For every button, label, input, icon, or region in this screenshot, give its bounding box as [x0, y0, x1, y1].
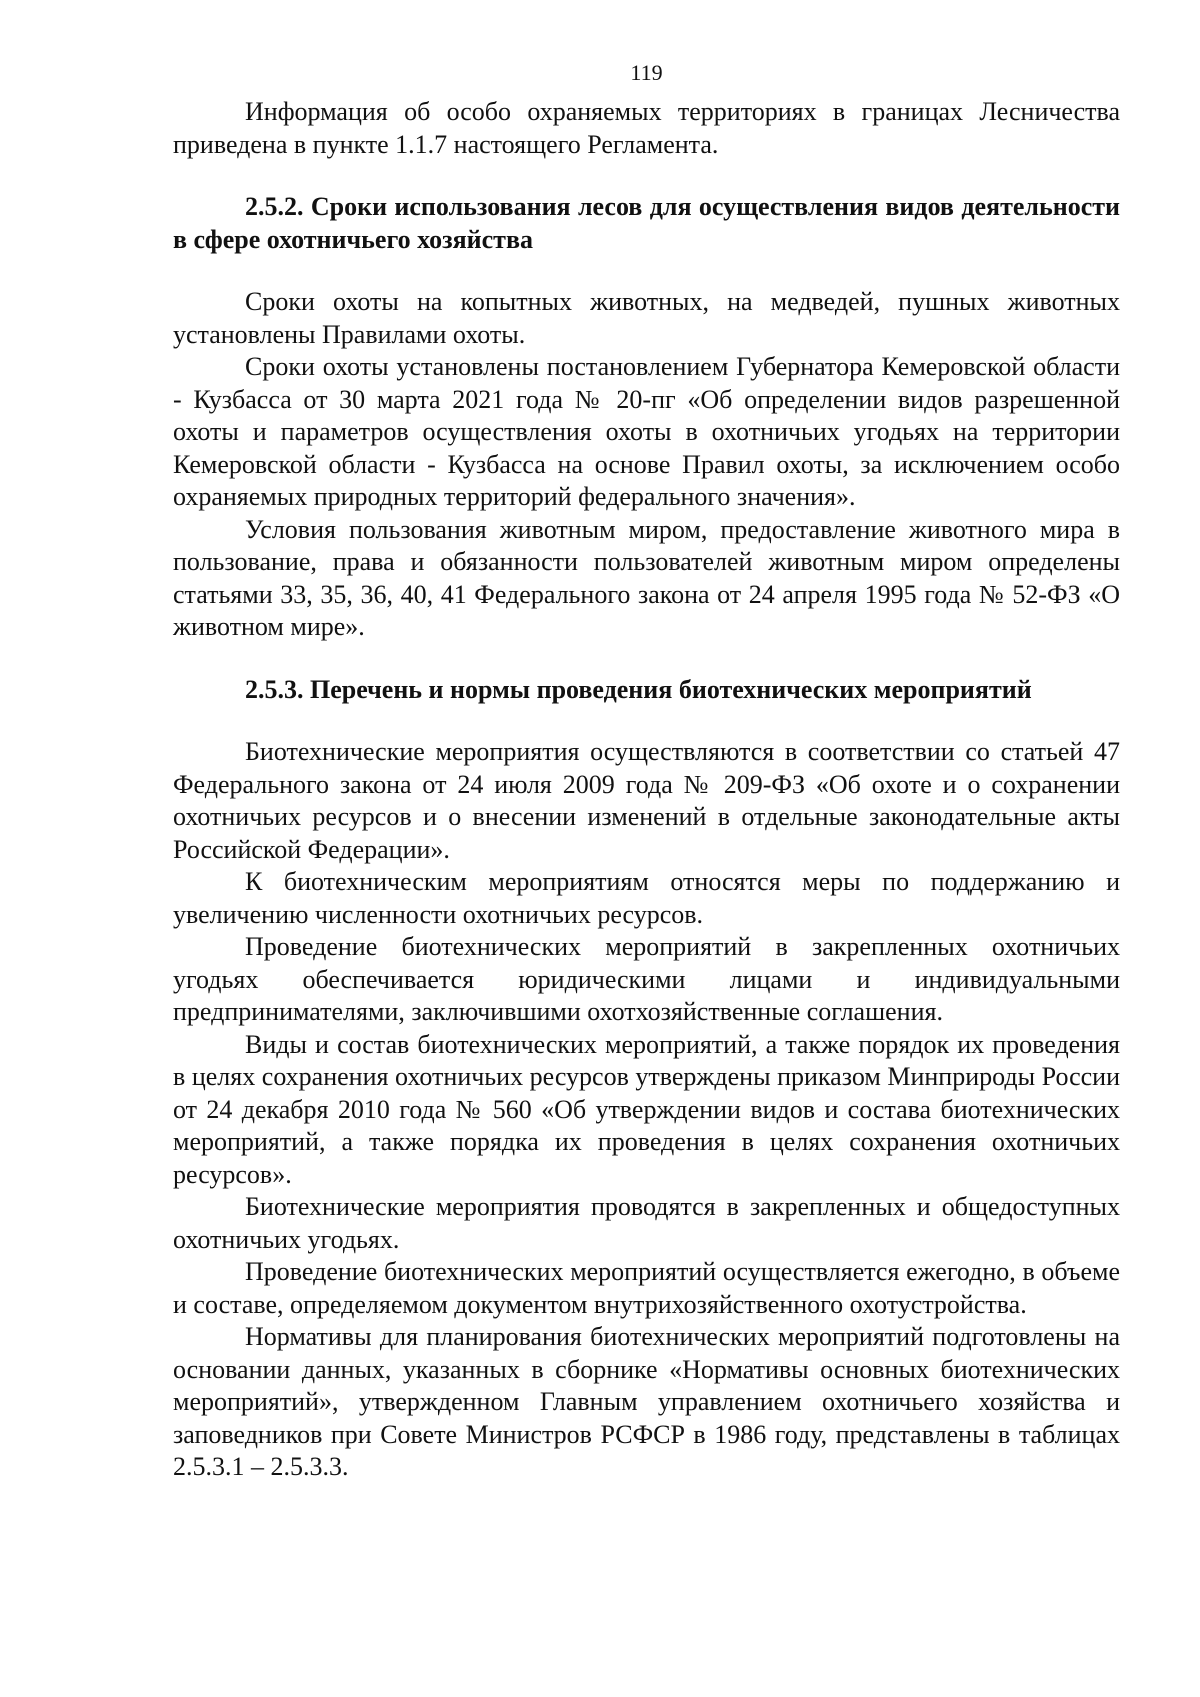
paragraph: Биотехнические мероприятия проводятся в закрепленных и общедоступных охотничьих угодьях. — [173, 1192, 1120, 1254]
section-heading-2-5-2: 2.5.2. Сроки использования лесов для осуществления видов деятельности в сфере охотничьего хозяйства — [173, 192, 1120, 254]
paragraph: Проведение биотехнических мероприятий в закрепленных охотничьих угодьях обеспечивается юридическими лицами и индивидуальными предпринимателями, заключившими охотхозяйственные соглашения. — [173, 932, 1120, 1026]
section-heading-2-5-3: 2.5.3. Перечень и нормы проведения биотехнических мероприятий — [245, 674, 1032, 704]
document-page — [173, 60, 1120, 1484]
paragraph: Виды и состав биотехнических мероприятий, а также порядок их проведения в целях сохранения охотничьих ресурсов утверждены приказом Минприроды России от 24 декабря 2010 года № 560 «Об утверждении видов и состава биотехнических мероприятий, а также порядка их проведения в целях сохранения охотничьих ресурсов». — [173, 1029, 1120, 1189]
paragraph: Проведение биотехнических мероприятий осуществляется ежегодно, в объеме и составе, определяемом документом внутрихозяйственного охотустройства. — [173, 1257, 1120, 1319]
paragraph: Сроки охоты установлены постановлением Губернатора Кемеровской области - Кузбасса от 30 марта 2021 года № 20-пг «Об определении видов разрешенной охоты и параметров осуществления охоты в охотничьих угодьях на территории Кемеровской области - Кузбасса на основе Правил охоты, за исключением особо охраняемых природных территорий федерального значения». — [173, 352, 1120, 511]
paragraph: Сроки охоты на копытных животных, на медведей, пушных животных установлены Правилами охоты. — [173, 287, 1120, 349]
paragraph: К биотехническим мероприятиям относятся меры по поддержанию и увеличению численности охотничьих ресурсов. — [173, 867, 1120, 929]
paragraph: Условия пользования животным миром, предоставление животного мира в пользование, права и обязанности пользователей животным миром определены статьями 33, 35, 36, 40, 41 Федерального закона от 24 апреля 1995 года № 52-ФЗ «О животном мире». — [173, 514, 1120, 641]
page-number: 119 — [630, 60, 663, 85]
intro-paragraph: Информация об особо охраняемых территориях в границах Лесничества приведена в пункте 1.1.7 настоящего Регламента. — [173, 97, 1120, 159]
paragraph: Биотехнические мероприятия осуществляются в соответствии со статьей 47 Федерального закона от 24 июля 2009 года № 209-ФЗ «Об охоте и о сохранении охотничьих ресурсов и о внесении изменений в отдельные законодательные акты Российской Федерации». — [173, 737, 1120, 864]
paragraph: Нормативы для планирования биотехнических мероприятий подготовлены на основании данных, указанных в сборнике «Нормативы основных биотехнических мероприятий», утвержденном Главным управлением охотничьего хозяйства и заповедников при Совете Министров РСФСР в 1986 году, представлены в таблицах 2.5.3.1 – 2.5.3.3. — [173, 1322, 1120, 1481]
